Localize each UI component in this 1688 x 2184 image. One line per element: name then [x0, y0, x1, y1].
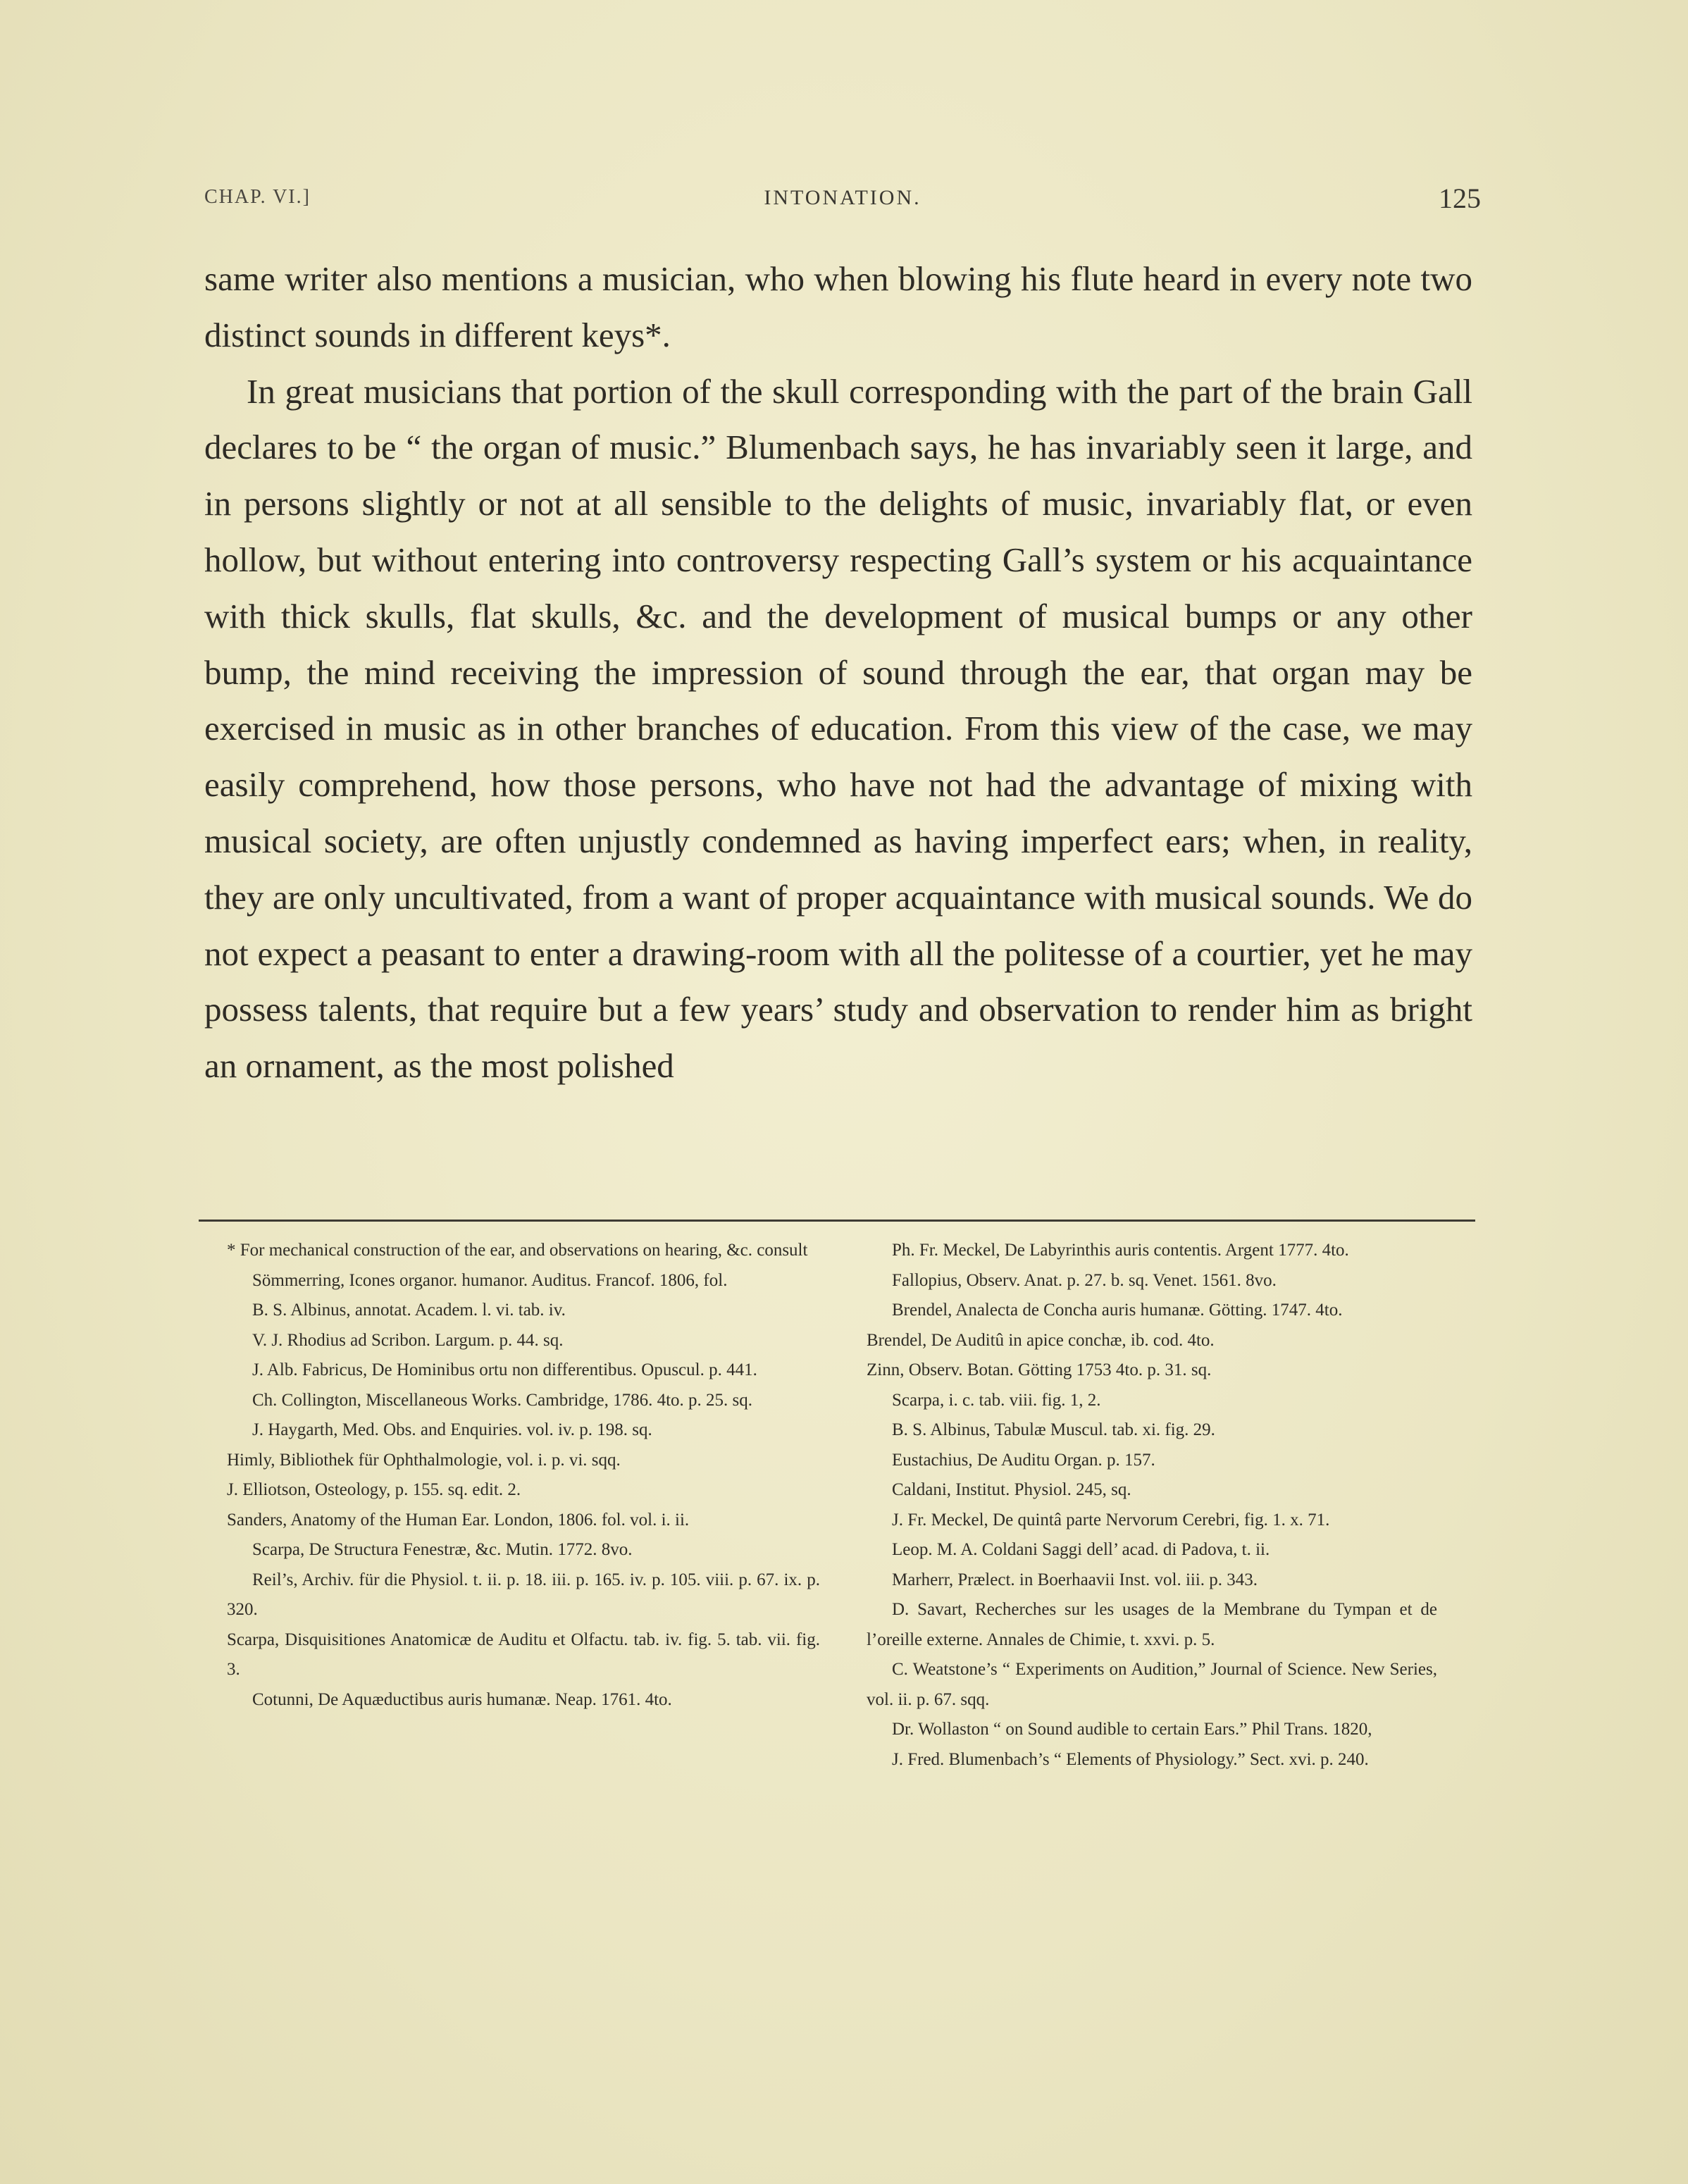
footnote-reference: Zinn, Observ. Botan. Götting 1753 4to. p. 31. sq. [867, 1360, 1212, 1379]
footnote-reference: Brendel, Analecta de Concha auris humanæ. Götting. 1747. 4to. [892, 1301, 1343, 1320]
footnote-reference: Ph. Fr. Meckel, De Labyrinthis auris contentis. Argent 1777. 4to. [892, 1241, 1349, 1260]
footnote-reference: Cotunni, De Aquæductibus auris humanæ. Neap. 1761. 4to. [252, 1689, 672, 1709]
footnote-reference: Scarpa, De Structura Fenestræ, &c. Mutin. 1772. 8vo. [252, 1540, 633, 1559]
page-number: 125 [1439, 182, 1481, 214]
paragraph: In great musicians that portion of the skull corresponding with the part of the brain Gall declares to be “ the organ of music.” Blumenbach says, he has invariably seen it large, and in persons slightly or not at all sensible to the delights of music, invariably flat, or even hollow, but without entering into controversy respecting Gall’s system or his acquaintance with thick skulls, flat skulls, &c. and the development of musical bumps or any other bump, the mind receiving the impression of sound through the ear, that organ may be exercised in music as in other branches of education. From this view of the case, we may easily comprehend, how those persons, who have not had the advantage of mixing with musical society, are often unjustly condemned as having imperfect ears; when, in reality, they are only uncultivated, from a want of proper acquaintance with musical sounds. We do not expect a peasant to enter a drawing-room with all the politesse of a courtier, yet he may possess talents, that require but a few years’ study and observation to render him as bright an ornament, as the most polished [204, 371, 1472, 1086]
page-title: INTONATION. [764, 186, 921, 209]
footnote-reference: J. Fr. Meckel, De quintâ parte Nervorum Cerebri, fig. 1. x. 71. [892, 1510, 1330, 1530]
footnotes-right-column [867, 1236, 1437, 1775]
footnote-reference: Ch. Collington, Miscellaneous Works. Cambridge, 1786. 4to. p. 25. sq. [252, 1390, 752, 1410]
footnote-reference: B. S. Albinus, annotat. Academ. l. vi. tab. iv. [252, 1301, 566, 1320]
footnote-reference: B. S. Albinus, Tabulæ Muscul. tab. xi. fig. 29. [892, 1420, 1215, 1439]
footnote-intro: * For mechanical construction of the ear, and observations on hearing, &c. consult [227, 1241, 808, 1260]
footnote-reference: J. Elliotson, Osteology, p. 155. sq. edit. 2. [227, 1480, 521, 1499]
main-text [204, 251, 1472, 1094]
footnote-reference: V. J. Rhodius ad Scribon. Largum. p. 44. sq. [252, 1330, 564, 1350]
paragraph-continuation: same writer also mentions a musician, who when blowing his flute heard in every note two distinct sounds in different keys*. [204, 259, 1472, 354]
footnote-reference: Marherr, Prælect. in Boerhaavii Inst. vol. iii. p. 343. [892, 1570, 1258, 1589]
footnotes-left-column [227, 1236, 820, 1715]
chapter-label: CHAP. VI.] [204, 186, 311, 208]
footnote-reference: Reil’s, Archiv. für die Physiol. t. ii. p. 18. iii. p. 165. iv. p. 105. viii. p. 67. ix. p. 320. [227, 1570, 820, 1619]
footnote-reference: Brendel, De Auditû in apice conchæ, ib. cod. 4to. [867, 1330, 1215, 1350]
running-head [204, 182, 1481, 217]
footnote-reference: Dr. Wollaston “ on Sound audible to certain Ears.” Phil Trans. 1820, [892, 1720, 1372, 1739]
footnote-reference: Sanders, Anatomy of the Human Ear. London, 1806. fol. vol. i. ii. [227, 1510, 690, 1530]
footnote-reference: Scarpa, i. c. tab. viii. fig. 1, 2. [892, 1390, 1101, 1410]
footnote-reference: Scarpa, Disquisitiones Anatomicæ de Auditu et Olfactu. tab. iv. fig. 5. tab. vii. fig. 3. [227, 1630, 820, 1679]
footnote-reference: J. Fred. Blumenbach’s “ Elements of Physiology.” Sect. xvi. p. 240. [892, 1749, 1369, 1769]
footnote-rule [199, 1220, 1475, 1222]
footnote-reference: C. Weatstone’s “ Experiments on Audition,” Journal of Science. New Series, vol. ii. p. 67. sqq. [867, 1660, 1437, 1709]
footnote-reference: Eustachius, De Auditu Organ. p. 157. [892, 1450, 1155, 1470]
footnote-reference: J. Haygarth, Med. Obs. and Enquiries. vol. iv. p. 198. sq. [252, 1420, 652, 1439]
footnote-reference: Leop. M. A. Coldani Saggi dell’ acad. di Padova, t. ii. [892, 1540, 1270, 1559]
footnote-reference: Caldani, Institut. Physiol. 245, sq. [892, 1480, 1131, 1499]
footnote-reference: Himly, Bibliothek für Ophthalmologie, vol. i. p. vi. sqq. [227, 1450, 621, 1470]
footnote-reference: D. Savart, Recherches sur les usages de la Membrane du Tympan et de l’oreille externe. Annales de Chimie, t. xxvi. p. 5. [867, 1600, 1437, 1649]
footnote-reference: J. Alb. Fabricus, De Hominibus ortu non differentibus. Opuscul. p. 441. [252, 1360, 757, 1379]
footnote-reference: Fallopius, Observ. Anat. p. 27. b. sq. Venet. 1561. 8vo. [892, 1270, 1277, 1290]
footnote-reference: Sömmerring, Icones organor. humanor. Auditus. Francof. 1806, fol. [252, 1270, 728, 1290]
